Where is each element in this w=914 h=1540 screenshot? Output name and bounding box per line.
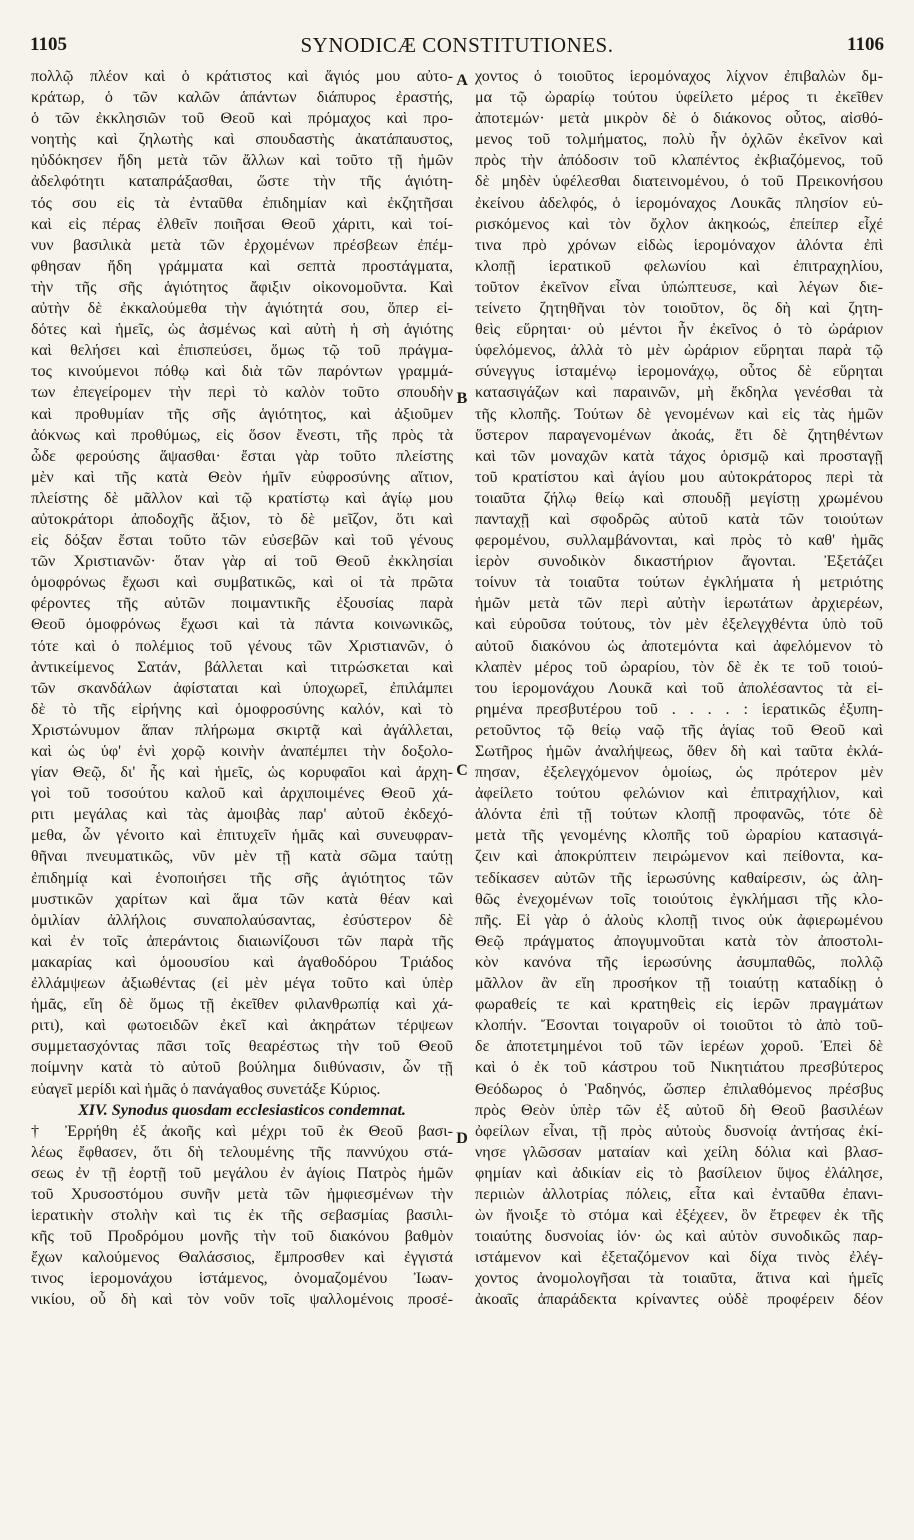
text-line: δε ἀποτετμημένοι τοῦ τῶν ἱερέων χοροῦ. Ἐπεὶ δὲ [475,1038,883,1056]
text-line: τεδίκασεν αὐτῶν τῆς ἱερωσύνης καθαίρεσιν, ὡς ἀλη- [475,869,883,887]
text-line: καὶ εἰς πέρας ἐλθεῖν ποιῆσαι Θεοῦ χάριτι, καὶ τοί- [31,215,453,233]
text-line: ἐκείνου ἀδελφός, ὁ ἱερομόναχος Λουκᾶς πλησίον εὑ- [475,194,883,212]
text-line: τὴν τῆς σῆς ἁγιότητος ἄφιξιν οἰκονομοῦντα. Καὶ [31,278,453,296]
text-line: τῆς κλοπῆς. Τούτων δὲ γενομένων καὶ εἰς τὰς ἡμῶν [475,405,883,423]
text-line: νοητὴς καὶ ζηλωτὴς καὶ σπουδαστὴς ἀκατάπαυστος, [31,131,453,149]
running-header [30,30,884,62]
text-line: μεθα, ὧν γένοιτο καὶ ἐπιτυχεῖν ἡμᾶς καὶ συνευφραν- [31,827,453,845]
text-line: συμμετασχόντας πᾶσι τοῖς θεαρέστως τὴν τοῦ Θεοῦ [31,1038,453,1056]
text-line: ιστάμενον καὶ ἐξεταζόμενον καὶ δίχα τινὸς ἐλέγ- [475,1249,883,1267]
text-line: † Ἐρρήθη ἐξ ἀκοῆς καὶ μέχρι τοῦ ἐκ Θεοῦ βασι- [31,1122,453,1140]
text-line: τοῦ Χρυσοστόμου συνῆν μετὰ τῶν ἠμφιεσμένων τὴν [31,1185,453,1203]
text-line: εἰς δόξαν ἔσται τοῦτο τῶν εὐσεβῶν καὶ τοῦ γένους [31,532,453,550]
text-line: νικίου, οὗ δὴ καὶ τὸν νοῦν τοῖς ψαλλομένοις προσέ- [31,1291,453,1309]
text-line: τότε καὶ ὁ πολέμιος τοῦ γένους τῶν Χριστιανῶν, ὁ [31,637,453,655]
text-line: ρετοῦντος τῷ θείῳ ναῷ τῆς ἁγίας τοῦ Θεοῦ καὶ [475,721,883,739]
text-line: τείνετο ζητηθῆναι τὸν τοιοῦτον, ὃς δὴ καὶ ζητη- [475,300,883,318]
text-line: καὶ ἐν τοῖς ἀπεράντοις διαιωνίζουσι τῶν παρὰ τῆς [31,932,453,950]
running-title: SYNODICÆ CONSTITUTIONES. [300,33,614,57]
text-line: του ἱερομονάχου Λουκᾶ καὶ τοῦ ἀπολέσαντος τὰ εἰ- [475,679,883,697]
text-line: ἀποτεμών· μετὰ μικρὸν δὲ ὁ διάκονος οὗτος, αἰσθό- [475,110,883,128]
text-line: ἀκοαῖς ἀπαράδεκτα κρίναντες οὐδὲ προφέρειν δέον [475,1291,883,1309]
text-line: κῆς τοῦ Προδρόμου μονῆς τὴν τοῦ διακόνου βαθμὸν [31,1228,453,1246]
text-line: χοντος ὁ τοιοῦτος ἱερομόναχος λίχνον ἐπιβαλὼν δμ- [475,68,883,85]
text-line: τοιαύτης δυσνοίας ἰόν· ὡς καὶ αὐτὸν συνοδικῶς παρ- [475,1228,883,1246]
section-heading: XIV. Synodus quosdam ecclesiasticos condemnat. [78,1101,406,1119]
text-line: ἱερὸν συνοδικὸν δικαστήριον ἄγονται. Ἐξετάζει [475,553,883,571]
text-line: μακαρίας καὶ ὁμοουσίου καὶ ἀγαθοδόρου Τριάδος [31,953,453,971]
text-line: ρισκόμενος καὶ τὸν ὄχλον ἀκηκοώς, ἐπείπερ εἶχέ [475,215,883,233]
section-marker-c: C [456,762,468,779]
text-line: τινος ἱερομονάχου ἱστάμενος, ὀνομαζομένου Ἰωαν- [31,1270,453,1288]
text-line: λέως ἔφθασεν, ὅτι δὴ τελουμένης τῆς παννύχου στά- [31,1143,453,1161]
text-line: αὐτὴν δὲ ἐκκαλούμεθα τὴν ἁγιότητά σου, ὅπερ εἰ- [31,300,453,318]
text-line: χοντος ἀνομολογῆσαι τὰ τοιαῦτα, ἅτινα καὶ ἡμεῖς [475,1270,883,1288]
right-column [475,66,883,1521]
text-line: τος κινούμενοι πόθῳ καὶ διὰ τῶν παρόντων γραμμά- [31,363,453,381]
text-line: ἀόκνως καὶ προθύμως, εἰς ὅσον ἔνεστι, τῆς πρὸς τὰ [31,426,453,444]
text-line: ὧδε φερούσης ἅψασθαι· ἔσται γὰρ τοῦτο πλείστης [31,447,453,465]
text-line: ὁμοφρόνως ἔχωσι καὶ συμβατικῶς, καὶ οἱ τὰ πρῶτα [31,574,453,592]
text-line: πρὸς τὴν ἀπόδοσιν τοῦ κλαπέντος ἐκβιαζόμενος, τοῦ [475,152,883,170]
text-line: τοίνυν τὰ τοιαῦτα τούτων ἐγκλήματα ἡ μετριότης [475,574,883,592]
text-line: εὐαγεῖ μερίδι καὶ ἡμᾶς ὁ πανάγαθος συνετάξε Κύριος. [31,1080,381,1098]
text-line: Θεόδωρος ὁ Ῥαδηνός, ὥσπερ ἐπιλαθόμενος πρέσβυς [475,1080,883,1098]
text-line: Σωτῆρος ἡμῶν ἀναλήψεως, ὅθεν δὴ καὶ ταῦτα ἐκλά- [475,743,883,760]
text-line: ζειν καὶ ἀποκρύπτειν πειρώμενον καὶ πείθοντα, κα- [475,848,883,866]
text-line: τοῦτον ἐκεῖνον εἶναι ὑπώπτευσε, καὶ λέγων διε- [475,278,883,296]
text-line: τῶν Χριστιανῶν· ὅταν γὰρ αἱ τοῦ Θεοῦ ἐκκλησίαι [31,553,453,571]
text-line: μετὰ τῆς γενομένης κλοπῆς τοῦ ὠραρίου κατασιγά- [475,827,883,845]
text-line: νησε γλῶσσαν ματαίαν καὶ χείλη δόλια καὶ βλασ- [475,1143,883,1161]
text-line: κλαπὲν μέρος τοῦ ὠραρίου, τὸν δὲ ἐκ τε τοῦ τοιού- [475,658,883,676]
text-line: ἁλόντα ἐπὶ τῇ τούτων κλοπῇ προφανῶς, τότε δὲ [475,806,883,824]
text-line: ἔχων καλούμενος Θαλάσσιος, ἔμπροσθεν καὶ ἐγγιστά [31,1249,453,1267]
text-line: μα τῷ ὠραρίῳ τούτου ὑφείλετο μέρος τι ἐκεῖθεν [475,89,883,107]
section-marker-a: A [456,72,468,89]
text-line: ὕστερον παραγενομένων ἀκοάς, ἔτι δὲ ζητηθέντων [475,426,883,444]
section-marker-b: B [456,390,468,407]
text-line: κλοπήν. Ἔσονται τοιγαροῦν οἱ τοιοῦτοι τὸ ἀπὸ τοῦ- [475,1017,883,1035]
text-line: τοῦ κρατίστου καὶ ἁγίου μου αὐτοκράτορος περὶ τὰ [475,468,883,486]
text-line: ἀντικείμενος Σατάν, βάλλεται καὶ τιτρώσκεται καὶ [31,658,453,676]
text-line: δὲ μηδὲν ὑφέλεσθαι διατεινομένου, ὁ τοῦ Πρεικονήσου [475,173,883,191]
text-line: αὐτοκράτορι ἀποδοχῆς ἄξιον, τὸ δὲ μεῖζον, ὅτι καὶ [31,510,453,528]
text-line: φθησαν ἤδη γράμματα καὶ σεπτὰ προστάγματα, [31,257,453,275]
left-column [31,66,453,1521]
text-line: κράτωρ, ὁ τῶν καλῶν ἁπάντων διάπυρος ἐραστής, [31,89,453,107]
text-line: περιιὼν ἀλλοτρίας πόλεις, εἶτα καὶ ἐνταῦθα ἐπανι- [475,1185,883,1203]
text-line: ἐλλάμψεων ἀξιωθέντας (εἰ μὲν μέγα τοῦτο καὶ ὑπὲρ [31,975,453,993]
text-line: γίαν Θεῷ, δι' ἧς καὶ ἡμεῖς, ὡς κορυφαῖοι καὶ ἀρχη- [31,764,453,782]
text-line: ποίμνην κατὰ τὸ αὐτοῦ βούλημα διιθύνασιν, ὧν τῇ [31,1059,453,1077]
text-line: φωραθείς τε καὶ κρατηθεὶς εἰς ἱερῶν πραγμάτων [475,996,883,1014]
text-line: κὸν κανόνα τῆς ἱερωσύνης ἀσυμπαθῶς, πολλῷ [475,953,883,971]
text-line: κλοπῇ ἱερατικοῦ φελωνίου καὶ ἐπιτραχηλίου, [475,257,883,275]
text-line: τός σου εἰς τὰ ἐνταῦθα ἐπιδημίαν καὶ ἐκζητῆσαι [31,194,453,212]
text-line: θεὶς εὕρηται· οὐ μέντοι ἦν ἐκεῖνος ὁ τὸ ὠράριον [475,321,883,339]
page-number-right: 1106 [847,34,884,55]
text-line: μὲν καὶ τῆς κατὰ Θεὸν ἡμῖν εὐφροσύνης αἴτιον, [31,468,453,486]
text-line: ἱερατικὴν στολὴν καὶ τις ἐκ τῆς σεβασμίας βασιλι- [31,1207,453,1225]
text-line: ρημένα πρεσβυτέρου τοῦ . . . . : ἱερατικῶς ἐξυπη- [475,700,883,718]
text-line: πανταχῇ καὶ σφοδρῶς αὐτοῦ κατὰ τῶν τοιούτων [475,510,883,528]
text-line: καὶ ὡς ὑφ' ἑνὶ χορῷ κοινὴν ἀναπέμπει τὴν δοξολο- [31,743,453,760]
section-marker-d: D [456,1130,468,1147]
text-line: μυστικῶν χαρίτων καὶ ἅμα τῶν κατὰ θέαν καὶ [31,890,453,908]
text-line: ἡμῶν μετὰ τῶν περὶ αὐτὴν ἱερωτάτων ἀρχιερέων, [475,595,883,613]
text-line: καὶ θελήσει καὶ ἐπισπεύσει, ὅμως τῷ τοῦ πράγμα- [31,342,453,360]
text-line: θῆναι πνευματικῶς, νῦν μὲν τῇ κατὰ σῶμα ταύτῃ [31,848,453,866]
text-line: ριτι μεγάλας καὶ τὰς ἀμοιβὰς παρ' αὐτοῦ ἐκδεχό- [31,806,453,824]
text-line: πολλῷ πλέον καὶ ὁ κράτιστος καὶ ἅγιός μου αὐτο- [31,68,453,85]
text-line: φημίαν καὶ ἀδικίαν εἰς τὸ βασίλειον ὕψος ἐλάλησε, [475,1164,883,1182]
text-line: καὶ εὑροῦσα τούτους, τὸν μὲν ἐξελεγχθέντα ὑπὸ τοῦ [475,616,883,634]
text-line: τῶν σκανδάλων ἀφίσταται καὶ ὑποχωρεῖ, ἐπιλάμπει [31,679,453,697]
text-line: ἀδελφότητι καταπράξασθαι, ὥστε τὴν τῆς ἁγιότη- [31,173,453,191]
text-line: πῆς. Εἰ γὰρ ὁ ἁλοὺς κλοπῇ τινος οὐκ ἀφιερωμένου [475,911,883,929]
text-line: πλείστης δὲ μᾶλλον καὶ τῷ κρατίστῳ καὶ ἁγίῳ μου [31,489,453,507]
text-line: ἀφείλετο τούτου φελώνιον καὶ ἐπιτραχήλιον, καὶ [475,785,883,803]
text-line: ὼν ἤνοιξε τὸ στόμα καὶ ἐξέχεεν, ὃν ἔτρεφεν ἐκ τῆς [475,1207,883,1225]
text-line: ὁμιλίαν ἀλλήλοις συναπολαύσαντας, ἐσύστερον δὲ [31,911,453,929]
page-number-left: 1105 [30,34,67,55]
text-line: ὁ τῶν ἐκκλησιῶν τοῦ Θεοῦ καὶ πρόμαχος καὶ προ- [31,110,453,128]
text-line: Θεῷ πράγματος ἀπογυμνοῦται κατὰ τὸν ἀποστολι- [475,932,883,950]
text-line: ἐπιδημίᾳ καὶ ἑνοποιήσει τῆς σῆς ἁγιότητος τῶν [31,869,453,887]
text-line: νυν βασιλικὰ μετὰ τῶν ἐρχομένων πρέσβεων ἐπέμ- [31,236,453,254]
text-line: δὲ τὸ τῆς εἰρήνης καὶ ὁμοφροσύνης καλόν, καὶ τὸ [31,700,453,718]
text-line: μᾶλλον ἂν εἴη προσήκον τῇ τοιαύτῃ καταδίκῃ ὁ [475,975,883,993]
text-line: ὑφελόμενος, ἀλλὰ τὸ μὲν ὠράριον εὕρηται παρὰ τῷ [475,342,883,360]
text-line: δότες καὶ ἡμεῖς, ὡς ἀσμένως καὶ αὐτὴ ἡ σὴ ἁγιότης [31,321,453,339]
text-line: μενος τοῦ τολμήματος, πολὺ ἦν ὀχλῶν ἐκεῖνον καὶ [475,131,883,149]
text-line: καὶ τῶν μοναχῶν κατὰ τάχος ὁρισμῷ καὶ προσταγῇ [475,447,883,465]
text-line: φέροντες τῆς αὐτῶν ποιμαντικῆς ἐξουσίας παρὰ [31,595,453,613]
text-line: φερομένου, συλλαμβάνονται, καὶ πρὸς τὸ καθ' ἡμᾶς [475,532,883,550]
text-line: ηὐδόκησεν ἤδη μετὰ τῶν ἄλλων καὶ τοῦτο τῇ ἡμῶν [31,152,453,170]
text-line: των ἐπεγείρομεν τὴν περὶ τὸ καλὸν τοῦτο σπουδὴν [31,384,453,402]
text-line: καὶ ὁ ἐκ τοῦ κάστρου τοῦ Νικητιάτου πρεσβύτερος [475,1059,883,1077]
text-line: τοιαῦτα ζήλῳ θείῳ καὶ σπουδῇ μεγίστῃ χρωμένου [475,489,883,507]
text-line: Θεοῦ ὁμοφρόνως ἔχωσι καὶ τὰ πάντα κοινωνικῶς, [31,616,453,634]
text-line: καὶ προθυμίαν τῆς σῆς ἁγιότητος, καὶ ἀξιοῦμεν [31,405,453,423]
text-line: θῶς ἐνεχομένων τοῖς τοιούτοις ἐγκλήμασι τῆς κλο- [475,890,883,908]
text-line: πρὸς Θεὸν ὑπὲρ τῶν ἐξ αὐτοῦ δὴ Θεοῦ βασιλέων [475,1101,883,1119]
text-line: ὀφείλων εἶναι, τῇ πρὸς αὐτοὺς δυσνοίᾳ ἀντήσας ἐκί- [475,1122,883,1140]
text-line: γοὶ τοῦ τοσούτου καλοῦ καὶ ἀρχιποιμένες Θεοῦ χά- [31,785,453,803]
text-line: κατασιγάζων καὶ παραινῶν, μὴ ἔκδηλα γενέσθαι τὰ [475,384,883,402]
text-line: ριτι), καὶ φωτοειδῶν ἐκεῖ καὶ ἀκηράτων τέρψεων [31,1017,453,1035]
text-line: Χριστώνυμον ἅπαν πλήρωμα σκιρτᾷ καὶ ἀγάλλεται, [31,721,453,739]
text-line: σεως ἐν τῇ ἑορτῇ τοῦ μεγάλου ἐν ἁγίοις Πατρὸς ἡμῶν [31,1164,453,1182]
text-line: πησαν, ἐξελεγχόμενον ὁμοίως, ὡς πρότερον μὲν [475,764,883,782]
text-line: τινα πρὸ χρόνων εἰδὼς ἱερομόναχον ἁλόντα ἐπὶ [475,236,883,254]
text-line: σύνεγγυς ἱσταμένῳ ἱερομονάχῳ, οὗτος δὲ εὕρηται [475,363,883,381]
text-line: αὐτοῦ διακόνου ὡς ἀποτεμόντα καὶ ἀφελόμενον τὸ [475,637,883,655]
text-line: ἡμᾶς, εἴη δὲ ὅμως τῇ ἐκεῖθεν φιλανθρωπίᾳ καὶ χά- [31,996,453,1014]
